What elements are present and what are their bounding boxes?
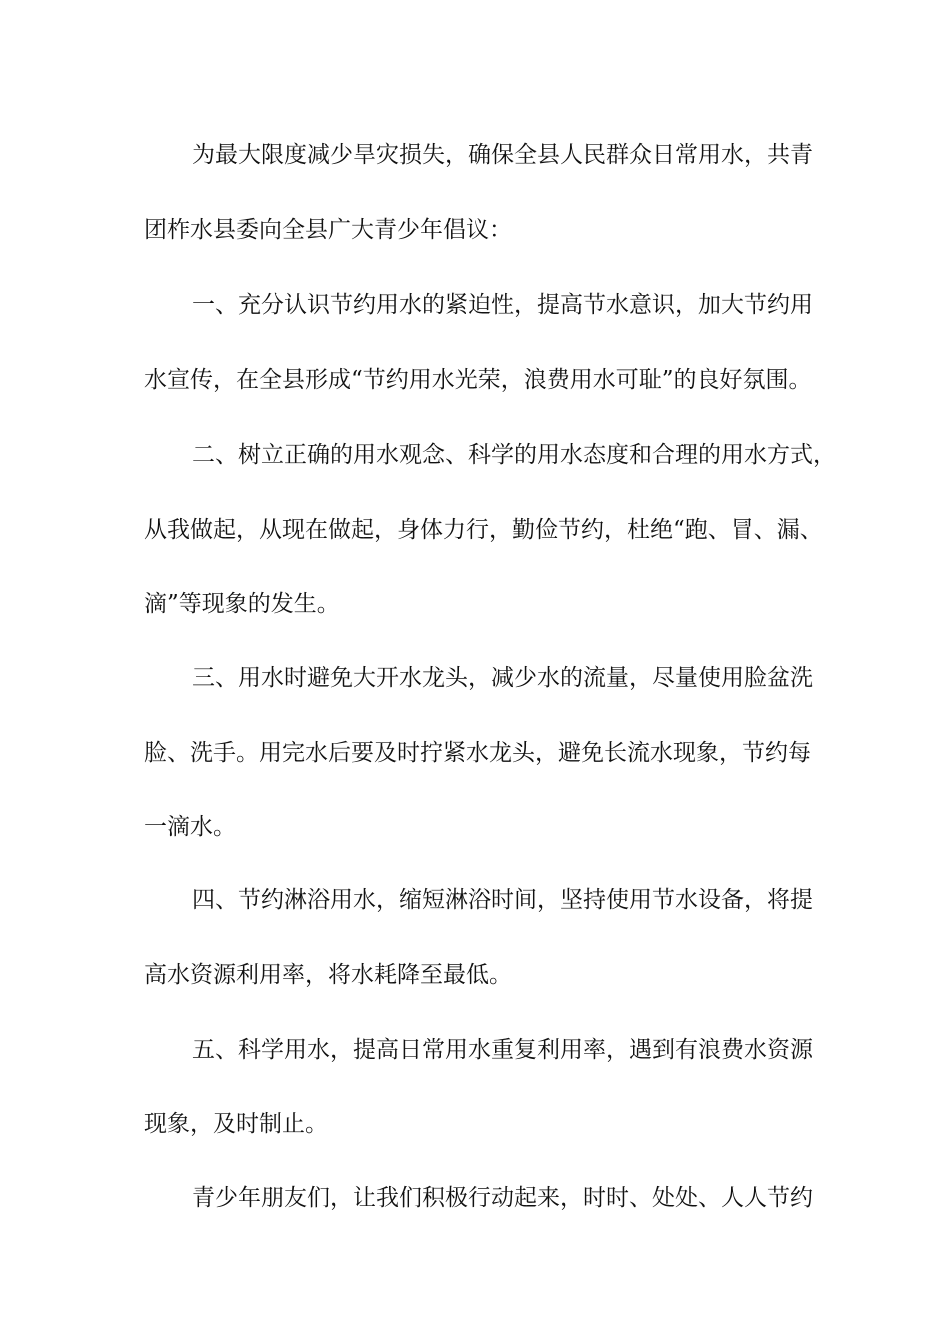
paragraph-2-line-1: 二、树立正确的用水观念、科学的用水态度和合理的用水方式， [192,442,836,468]
paragraph-1-line-2: 水宣传，在全县形成“节约用水光荣，浪费用水可耻”的良好氛围。 [144,367,812,393]
paragraph-5-line-1: 五、科学用水，提高日常用水重复利用率，遇到有浪费水资源 [192,1037,813,1063]
paragraph-3-line-1: 三、用水时避免大开水龙头，减少水的流量，尽量使用脸盆洗 [192,665,813,691]
paragraph-3-line-3: 一滴水。 [144,814,236,840]
paragraph-intro-line-2: 团柞水县委向全县广大青少年倡议： [144,217,512,243]
paragraph-2-line-3: 滴”等现象的发生。 [144,591,340,617]
paragraph-intro-line-1: 为最大限度减少旱灾损失，确保全县人民群众日常用水，共青 [192,142,813,168]
paragraph-5-line-2: 现象，及时制止。 [144,1111,328,1137]
paragraph-4-line-2: 高水资源利用率，将水耗降至最低。 [144,962,512,988]
paragraph-closing-line-1: 青少年朋友们，让我们积极行动起来，时时、处处、人人节约 [192,1185,813,1211]
paragraph-3-line-2: 脸、洗手。用完水后要及时拧紧水龙头，避免长流水现象，节约每 [144,740,811,766]
paragraph-1-line-1: 一、充分认识节约用水的紧迫性，提高节水意识，加大节约用 [192,292,813,318]
paragraph-4-line-1: 四、节约淋浴用水，缩短淋浴时间，坚持使用节水设备，将提 [192,887,813,913]
paragraph-2-line-2: 从我做起，从现在做起，身体力行，勤俭节约，杜绝“跑、冒、漏、 [144,517,823,543]
